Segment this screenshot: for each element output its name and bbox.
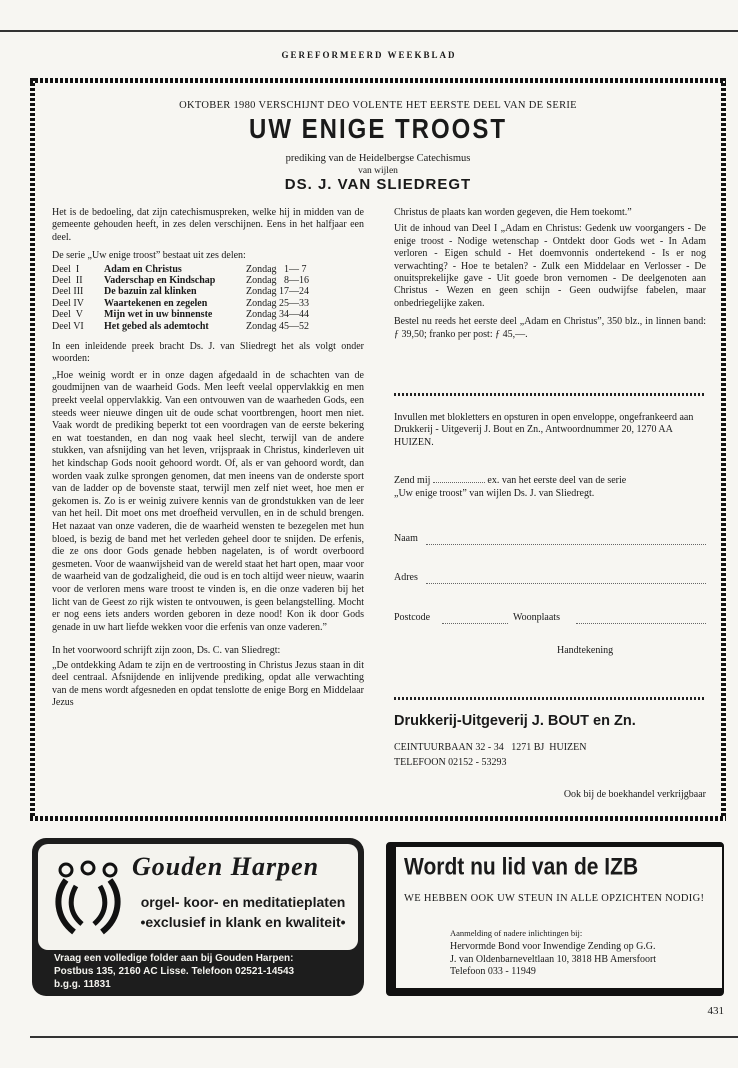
harpen-line2: •exclusief in klank en kwaliteit• — [140, 914, 346, 930]
series-zondag: Zondag 45—52 — [246, 320, 310, 332]
border-top — [30, 78, 726, 83]
series-title-cell: Het gebed als ademtocht — [104, 320, 209, 332]
inhoud-paragraph: Uit de inhoud van Deel I „Adam en Christus: Gedenk uw voorgangers - De enige troost - Nodige wetenschap - Ontdekt door Gods wet - In Adam verloren - Eigen schuld - Het doemvonnis ondertekend - Is er nog verwachting? - Hoe te betalen? - Zulk een Middelaar en Verlosser - De onuitsprekelijke gave - Uit goede bron vernomen - De deelgenoten aan Christus - Wezen en geen schijn - Geen oudwijfse fabelen, maar onbedriegelijke zaken. — [394, 223, 706, 309]
series-deel: Deel III — [52, 286, 84, 298]
gouden-harpen-ad — [32, 838, 364, 996]
right-column — [394, 207, 706, 341]
continuation-text: Christus de plaats kan worden gegeven, die Hem toekomt.” — [394, 207, 632, 218]
woonplaats-label: Woonplaats — [513, 612, 560, 623]
series-table — [52, 264, 309, 332]
voorwoord-paragraph: „De ontdekking Adam te zijn en de vertroosting in Christus Jezus staan in dit deel centraal. Afsnijdende en inlijvende prediking, opdat alle verwachting van de mens wordt afgesneden en opdat tenslotte de enige Borg en Middelaar Jezus — [52, 659, 364, 708]
border-right — [721, 78, 726, 818]
series-deel: Deel II — [52, 275, 83, 287]
series-row — [52, 286, 309, 297]
harpen-footer-3: b.g.g. 11831 — [54, 979, 111, 990]
adres-field[interactable] — [426, 572, 706, 584]
harpen-brand: Gouden Harpen — [132, 852, 320, 881]
series-body — [52, 264, 309, 332]
series-title-cell: Waartekenen en zegelen — [104, 297, 208, 309]
izb-left-bar — [388, 844, 396, 994]
quote-paragraph: „Hoe weinig wordt er in onze dagen afgedaald in de schachten van de goudmijnen van de waarheid Gods. Men leeft veelal oppervlakkig en men preekt veelal oppervlakkig. Van een ontvouwen van de waarheden Gods, een steeds weer nieuwe dingen uit de oude schat voortbrengen, hoort men niet. Vaak wordt de prediking beperkt tot een voordragen van de eerste bekering en wat toestanden, en dan nog vaak heel slecht, terwijl van de andere stukken, van afsnijding van het leven, vrijspraak in Christus, kinderleven uit het kindschap Gods nooit gehoord wordt. Of, als er van gehoord wordt, dan worden vaak zulke sprongen genomen, dat men ineens van de onderste sport van de ladder op de bovenste staat, terwijl men zelf niet weet, hoe men er gekomen is. Zo is er weinig zuivere kennis van de grondstukken van de leer van het heil. Dit moet ons met droefheid vervullen, en in de schuld brengen. Het nazaat van onze vaderen, die de waarheid wensten te bezegelen met hun bloed, is bezig de band met het verleden geheel door te snijden. De erfenis, die ze ons door Gods genade hebben nagelaten, is of wordt overboord gesmeten. Voor de waanwijsheid van de wereld staat het hart open, maar voor de waarheid van de godzaligheid, die oud is en toch altijd weer nieuw, waarin voor de verloren mens ware troost te vinden is, en die onze vaderen bij het licht van de Geest zo rijk wisten te ontvouwen, is geen belangstelling. Mocht er nog eens iets anders worden geboren in deze nood! Kon ik door Gods genade in uw hart liefde wekken voor die erfenis van onze vaderen.” — [52, 369, 364, 633]
izb-aanmelding: Aanmelding of nadere inlichtingen bij: — [450, 928, 583, 938]
series-title-cell: De bazuin zal klinken — [104, 286, 197, 298]
zend-line2: „Uw enige troost” van wijlen Ds. J. van Sliedregt. — [394, 488, 595, 499]
bestel-paragraph: Bestel nu reeds het eerste deel „Adam en Christus”, 350 blz., in linnen band: ƒ 39,50; franko per post: ƒ 45,—. — [394, 316, 706, 340]
border-left — [30, 78, 35, 818]
adres-label: Adres — [394, 572, 418, 583]
boekhandel-note: Ook bij de boekhandel verkrijgbaar — [563, 789, 706, 800]
naam-field[interactable] — [426, 533, 706, 545]
postcode-label: Postcode — [394, 612, 431, 623]
intro-paragraph: Het is de bedoeling, dat zijn catechismuspreken, welke hij in midden van de gemeente gehouden heeft, in zes delen verschijnen. Eens in het halfjaar een deel. — [52, 207, 364, 243]
page-number: 431 — [707, 1005, 724, 1017]
izb-tel: Telefoon 033 - 11949 — [450, 966, 536, 977]
izb-steun: WE HEBBEN OOK UW STEUN IN ALLE OPZICHTEN NODIG! — [404, 893, 705, 904]
top-rule — [0, 30, 738, 32]
zend-label: Zend mij — [394, 475, 431, 486]
izb-contact — [450, 941, 716, 979]
coupon-instructions — [394, 412, 706, 449]
zend-rest: ex. van het eerste deel van de serie — [487, 475, 627, 486]
series-row — [52, 309, 309, 320]
izb-org: Hervormde Bond voor Inwendige Zending op G.G. — [450, 941, 656, 952]
series-zondag: Zondag 34—44 — [246, 309, 310, 321]
preek-intro: In een inleidende preek bracht Ds. J. van Sliedregt het als volgt onder woorden: — [52, 341, 364, 365]
series-title-cell: Mijn wet in uw binnenste — [104, 309, 213, 321]
order-line — [394, 475, 706, 486]
series-zondag: Zondag 1— 7 — [246, 263, 307, 275]
harpen-footer — [54, 952, 358, 991]
coupon-top-line — [394, 393, 706, 396]
harpen-panel — [38, 844, 358, 950]
voorwoord-intro: In het voorwoord schrijft zijn zoon, Ds. C. van Sliedregt: — [52, 645, 281, 657]
series-subtitle: prediking van de Heidelbergse Catechismus — [285, 153, 471, 164]
border-bottom — [30, 816, 726, 821]
series-intro: De serie „Uw enige troost” bestaat uit zes delen: — [52, 250, 246, 262]
publisher-name: Drukkerij-Uitgeverij J. BOUT en Zn. — [394, 713, 636, 729]
izb-title: Wordt nu lid van de IZB — [404, 854, 639, 881]
series-row — [52, 298, 309, 309]
harpen-line1: orgel- koor- en meditatieplaten — [140, 894, 346, 910]
series-deel: Deel I — [52, 263, 80, 275]
series-zondag: Zondag 25—33 — [246, 297, 310, 309]
series-title-cell: Adam en Christus — [104, 263, 182, 275]
invullen-text: Invullen met blokletters en opsturen in open enveloppe, ongefrankeerd aan Drukkerij - Uitgeverij J. Bout en Zn., Antwoordnummer 20, 1270 AA HUIZEN. — [394, 412, 694, 448]
left-column — [52, 207, 364, 709]
harpen-footer-2: Postbus 135, 2160 AC Lisse. Telefoon 02521-14543 — [54, 966, 295, 977]
postcode-field[interactable] — [442, 612, 508, 624]
author-name: DS. J. VAN SLIEDREGT — [284, 176, 472, 193]
series-deel: Deel V — [52, 309, 83, 321]
publisher-phone: TELEFOON 02152 - 53293 — [394, 757, 507, 768]
series-row — [52, 264, 309, 275]
publisher-address: CEINTUURBAAN 32 - 34 1271 BJ HUIZEN — [394, 742, 587, 753]
series-row — [52, 275, 309, 286]
van-wijlen: van wijlen — [358, 166, 398, 176]
coupon-bottom-line — [394, 697, 706, 700]
izb-street: J. van Oldenbarneveltlaan 10, 3818 HB Amersfoort — [450, 953, 657, 965]
series-deel: Deel VI — [52, 320, 84, 332]
harpen-footer-1: Vraag een volledige folder aan bij Gouden Harpen: — [54, 953, 294, 964]
izb-ad — [386, 842, 724, 996]
handtekening-label: Handtekening — [557, 645, 614, 656]
series-row — [52, 321, 309, 332]
bottom-rule — [30, 1036, 738, 1038]
naam-label: Naam — [394, 533, 418, 544]
announcement-kicker: OKTOBER 1980 VERSCHIJNT DEO VOLENTE HET EERSTE DEEL VAN DE SERIE — [179, 100, 577, 111]
series-title-cell: Vaderschap en Kindschap — [104, 275, 216, 287]
series-zondag: Zondag 17—24 — [246, 286, 310, 298]
series-zondag: Zondag 8—16 — [246, 275, 310, 287]
izb-bottom-bar — [388, 988, 722, 994]
woonplaats-field[interactable] — [576, 612, 706, 624]
harp-logo-icon — [52, 860, 124, 940]
quantity-field[interactable] — [433, 482, 485, 483]
masthead: GEREFORMEERD WEEKBLAD — [281, 50, 457, 60]
series-title: UW ENIGE TROOST — [249, 113, 507, 145]
izb-top-bar — [388, 844, 722, 847]
series-deel: Deel IV — [52, 297, 84, 309]
